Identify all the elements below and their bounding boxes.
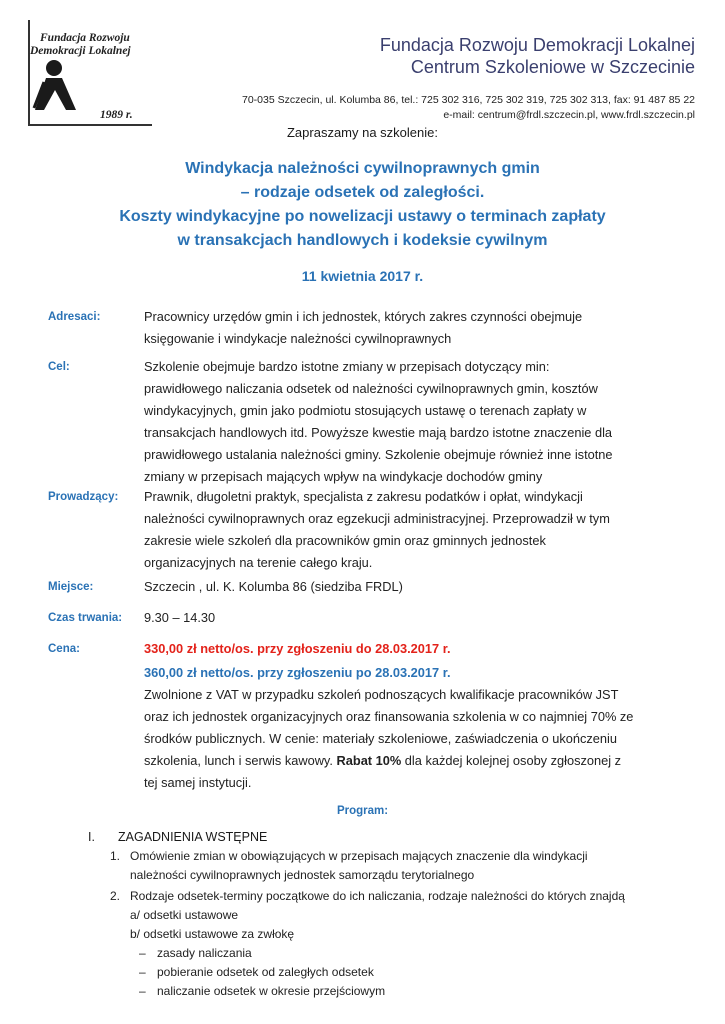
org-name-line1: Fundacja Rozwoju Demokracji Lokalnej	[379, 35, 695, 55]
title-line2: – rodzaje odsetek od zaległości.	[240, 184, 485, 201]
miejsce-text: Szczecin , ul. K. Kolumba 86 (siedziba FRDL)	[144, 579, 403, 594]
text-line: księgowanie i windykacje należności cywilnoprawnych	[144, 331, 452, 346]
text-line: środków publicznych. W cenie: materiały szkoleniowe, zaświadczenia o ukończeniu	[144, 731, 617, 746]
text-line: organizacyjnych na terenie całego kraju.	[144, 555, 373, 570]
discount-text: Rabat 10%	[336, 753, 402, 768]
section-title: ZAGADNIENIA WSTĘPNE	[118, 830, 268, 844]
miejsce-label: Miejsce:	[48, 581, 94, 593]
price-late: 360,00 zł netto/os. przy zgłoszeniu po 28.03.2017 r.	[144, 665, 451, 680]
invite-text: Zapraszamy na szkolenie:	[286, 125, 438, 140]
text-line: Prawnik, długoletni praktyk, specjalista z zakresu podatków i opłat, windykacji	[144, 489, 583, 504]
program-item-1	[130, 847, 690, 885]
adresaci-text	[144, 306, 652, 350]
section-roman-numeral: I.	[88, 830, 95, 844]
text-line: tej samej instytucji.	[144, 775, 252, 790]
program-item-2: Rodzaje odsetek-terminy początkowe do ich naliczania, rodzaje należności do których znajdą	[130, 889, 625, 903]
logo-text-line2: Demokracji Lokalnej	[30, 45, 131, 57]
text-line: należności cywilnoprawnych jednostek samorządu terytorialnego	[130, 868, 475, 882]
prowadzacy-text	[144, 486, 652, 574]
logo-text-line1: Fundacja Rozwoju	[40, 32, 130, 44]
org-address: 70-035 Szczecin, ul. Kolumba 86, tel.: 725 302 316, 725 302 319, 725 302 313, fax: 91 487 85 22	[241, 94, 695, 106]
dash-bullet: –	[139, 984, 146, 998]
text-line: transakcjach handlowych itd. Powyższe kwestie mają bardzo istotne znaczenie dla	[144, 425, 613, 440]
text-line: oraz ich jednostek organizacyjnych oraz finansowania szkolenia w co najmniej 70% ze	[144, 709, 634, 724]
text-line: Szkolenie obejmuje bardzo istotne zmiany w przepisach dotyczący min:	[144, 359, 550, 374]
adresaci-label: Adresaci:	[48, 311, 101, 323]
logo-year: 1989 r.	[100, 109, 133, 121]
text-fragment: dla każdej kolejnej osoby zgłoszonej z	[401, 753, 622, 768]
org-name-line2: Centrum Szkoleniowe w Szczecinie	[410, 57, 695, 77]
price-early: 330,00 zł netto/os. przy zgłoszeniu do 28.03.2017 r.	[144, 641, 451, 656]
training-date: 11 kwietnia 2017 r.	[301, 268, 424, 284]
dash-item: zasady naliczania	[157, 946, 252, 960]
text-line	[144, 750, 652, 772]
text-line: zmiany w przepisach mających wpływ na windykacje dochodów gminy	[144, 469, 543, 484]
text-line: Omówienie zmian w obowiązujących w przepisach mających znaczenie dla windykacji	[130, 849, 588, 863]
text-line: prawidłowego naliczania odsetek od należności cywilnoprawnych gmin, kosztów	[144, 381, 598, 396]
program-heading: Program:	[336, 805, 389, 817]
title-line1: Windykacja należności cywilnoprawnych gmin	[185, 160, 540, 177]
walking-figure-icon	[32, 58, 82, 114]
text-line: zakresie wiele szkoleń dla pracowników gmin oraz gminnych jednostek	[144, 533, 546, 548]
prowadzacy-label: Prowadzący:	[48, 491, 119, 503]
text-fragment: szkolenia, lunch i serwis kawowy.	[144, 753, 333, 768]
title-line4: w transakcjach handlowych i kodeksie cywilnym	[177, 232, 548, 249]
czas-text: 9.30 – 14.30	[144, 610, 216, 625]
cena-label: Cena:	[48, 643, 80, 655]
dash-item: naliczanie odsetek w okresie przejściowym	[157, 984, 386, 998]
cel-text	[144, 356, 652, 488]
text-line: Zwolnione z VAT w przypadku szkoleń podnoszących kwalifikacje pracowników JST	[144, 687, 619, 702]
text-line: Pracownicy urzędów gmin i ich jednostek, których zakres czynności obejmuje	[144, 309, 583, 324]
item-number: 1.	[110, 849, 121, 863]
text-line: prawidłowego ustalania należności gminy. Szkolenie obejmuje również inne istotne	[144, 447, 613, 462]
title-line3: Koszty windykacyjne po nowelizacji ustawy o terminach zapłaty	[119, 208, 606, 225]
dash-bullet: –	[139, 946, 146, 960]
czas-label: Czas trwania:	[48, 612, 123, 624]
text-line: windykacyjnych, gmin jako podmiotu stosujących ustawę o terenach zapłaty w	[144, 403, 587, 418]
item-number: 2.	[110, 889, 121, 903]
text-line: należności cywilnoprawnych oraz egzekucji administracyjnej. Przeprowadził w tym	[144, 511, 610, 526]
cel-label: Cel:	[48, 361, 70, 373]
org-email: e-mail: centrum@frdl.szczecin.pl, www.frdl.szczecin.pl	[443, 109, 695, 121]
dash-bullet: –	[139, 965, 146, 979]
sub-item-a: a/ odsetki ustawowe	[130, 908, 239, 922]
dash-item: pobieranie odsetek od zaległych odsetek	[157, 965, 374, 979]
cena-text	[144, 638, 652, 794]
sub-item-b: b/ odsetki ustawowe za zwłokę	[130, 927, 295, 941]
